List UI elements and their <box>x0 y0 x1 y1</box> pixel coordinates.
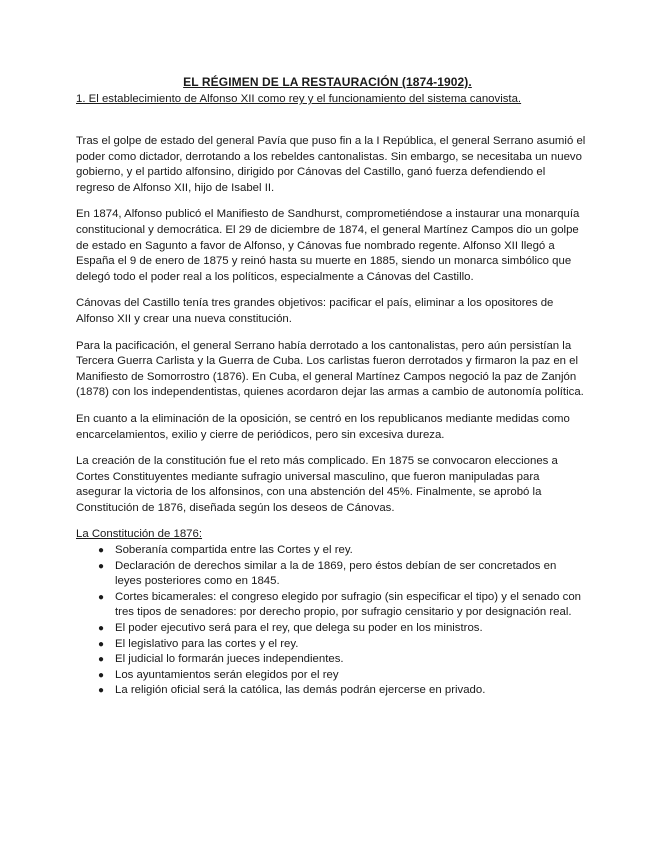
paragraph-sandhurst: En 1874, Alfonso publicó el Manifiesto de Sandhurst, comprometiéndose a instaurar una monarquía constitucional y democrática. El 29 de diciembre de 1874, el general Martínez Campos dio un golpe de estado en Sagunto a favor de Alfonso, y Cánovas fue nombrado regente. Alfonso XII llegó a España el 9 de enero de 1875 y reinó hasta su muerte en 1885, siendo un monarca simbólico que delegó todo el poder real a los políticos, especialmente a Cánovas del Castillo. <box>76 208 580 283</box>
list-item-text: Los ayuntamientos serán elegidos por el rey <box>115 668 339 681</box>
paragraph-constitution: La creación de la constitución fue el reto más complicado. En 1875 se convocaron elecciones a Cortes Constituyentes mediante sufragio universal masculino, que fueron manipuladas para asegurar la victoria de los alfonsinos, con una abstención del 45%. Finalmente, se aprobó la Constitución de 1876, diseñada según los deseos de Cánovas. <box>76 455 558 514</box>
constitution-list <box>76 543 586 699</box>
bullet-icon: ● <box>98 560 105 572</box>
paragraph-pacification: Para la pacificación, el general Serrano había derrotado a los cantonalistas, pero aún persistían la Tercera Guerra Carlista y la Guerra de Cuba. Los carlistas fueron derrotados y firmaron la paz en el Manifiesto de Somorrostro (1876). En Cuba, el general Martínez Campos negoció la paz de Zanjón (1878) con los independentistas, quienes acordaron dejar las armas a cambio de autonomía política. <box>76 339 584 399</box>
document-title: EL RÉGIMEN DE LA RESTAURACIÓN (1874-1902). <box>183 75 472 89</box>
list-item-text: Soberanía compartida entre las Cortes y el rey. <box>115 544 353 557</box>
bullet-icon: ● <box>98 591 105 603</box>
list-item-text: El judicial lo formarán jueces independientes. <box>115 653 344 666</box>
list-item <box>100 590 586 621</box>
list-item <box>100 637 586 653</box>
bullet-icon: ● <box>98 638 105 650</box>
bullet-icon: ● <box>98 654 105 666</box>
list-item-text: El poder ejecutivo será para el rey, que delega su poder en los ministros. <box>115 622 483 635</box>
list-item-text: El legislativo para las cortes y el rey. <box>115 637 299 650</box>
paragraph-opposition: En cuanto a la eliminación de la oposición, se centró en los republicanos mediante medidas como encarcelamientos, exilio y cierre de periódicos, pero sin excesiva dureza. <box>76 412 570 441</box>
list-item-text: Cortes bicamerales: el congreso elegido por sufragio (sin especificar el tipo) y el senado con tres tipos de senadores: por derecho propio, por sufragio censitario y por designación real. <box>115 590 581 619</box>
list-item <box>100 543 586 559</box>
paragraph-intro: Tras el golpe de estado del general Pavía que puso fin a la I República, el general Serrano asumió el poder como dictador, derrotando a los rebeldes cantonalistas. Sin embargo, se necesitaba un nuevo gobierno, y el partido alfonsino, dirigido por Cánovas del Castillo, ganó fuerza defendiendo el regreso de Alfonso XII, hijo de Isabel II. <box>76 135 586 194</box>
list-item <box>100 652 586 668</box>
list-item <box>100 683 586 699</box>
section-subtitle: 1. El establecimiento de Alfonso XII como rey y el funcionamiento del sistema canovista. <box>76 93 522 105</box>
document-body <box>76 134 586 699</box>
list-item-text: La religión oficial será la católica, las demás podrán ejercerse en privado. <box>115 684 486 697</box>
list-item <box>100 621 586 637</box>
bullet-icon: ● <box>98 623 105 635</box>
constitution-heading: La Constitución de 1876: <box>76 528 203 541</box>
list-item-text: Declaración de derechos similar a la de 1869, pero éstos debían de ser concretados en leyes posteriores como en 1845. <box>115 559 557 588</box>
bullet-icon: ● <box>98 669 105 681</box>
bullet-icon: ● <box>98 545 105 557</box>
bullet-icon: ● <box>98 685 105 697</box>
list-item <box>100 668 586 684</box>
paragraph-objectives: Cánovas del Castillo tenía tres grandes objetivos: pacificar el país, eliminar a los opositores de Alfonso XII y crear una nueva constitución. <box>76 297 554 325</box>
list-item <box>100 559 586 590</box>
